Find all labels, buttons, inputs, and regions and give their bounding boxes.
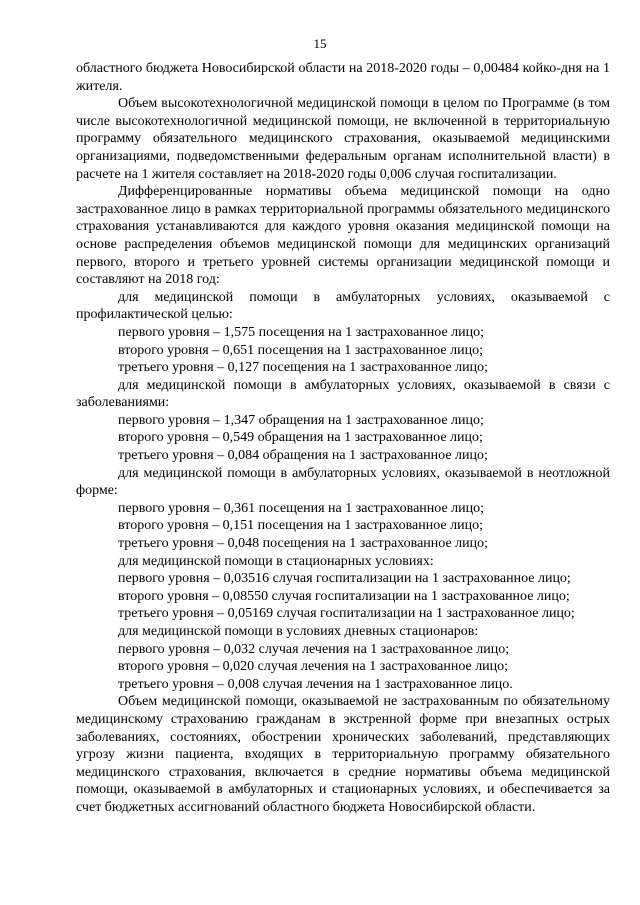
heading-outpatient-urgent: для медицинской помощи в амбулаторных условиях, оказываемой в неотложной форме:	[76, 465, 610, 499]
paragraph-high-tech-care: Объем высокотехнологичной медицинской помощи в целом по Программе (в том числе высокотехнологичной медицинской помощи, не включенной в территориальную программу обязательного медицинского страхования, оказываемой медицинскими организациями, подведомственными федеральным органам исполнительной власти) в расчете на 1 жителя составляет на 2018-2020 годы 0,006 случая госпитализации.	[76, 96, 610, 182]
list-item: второго уровня – 0,549 обращения на 1 застрахованное лицо;	[118, 430, 483, 446]
list-item: третьего уровня – 0,008 случая лечения на 1 застрахованное лицо.	[118, 676, 513, 692]
list-item: первого уровня – 1,347 обращения на 1 застрахованное лицо;	[118, 412, 484, 428]
list-item: второго уровня – 0,651 посещения на 1 застрахованное лицо;	[118, 342, 483, 358]
list-item: третьего уровня – 0,127 посещения на 1 застрахованное лицо;	[118, 360, 489, 376]
paragraph-differentiated-norms: Дифференцированные нормативы объема медицинской помощи на одно застрахованное лицо в рамках территориальной программы обязательного медицинского страхования устанавливаются для каждого уровня оказания медицинской помощи на основе распределения объемов медицинской помощи для медицинских организаций первого, второго и третьего уровней системы организации медицинской помощи и составляют на 2018 год:	[76, 184, 610, 288]
list-item: третьего уровня – 0,048 посещения на 1 застрахованное лицо;	[118, 536, 489, 552]
paragraph-uninsured-emergency: Объем медицинской помощи, оказываемой не застрахованным по обязательному медицинскому страхованию гражданам в экстренной форме при внезапных острых заболеваниях, состояниях, обострении хронических заболеваний, представляющих угрозу жизни пациента, входящих в территориальную программу обязательного медицинского страхования, включается в средние нормативы объема медицинской помощи, оказываемой в амбулаторных и стационарных условиях, и обеспечивается за счет бюджетных ассигнований областного бюджета Новосибирской области.	[76, 694, 610, 815]
document-body	[76, 60, 610, 817]
list-item: первого уровня – 0,361 посещения на 1 застрахованное лицо;	[118, 500, 485, 516]
heading-outpatient-preventive: для медицинской помощи в амбулаторных условиях, оказываемой с профилактической целью:	[76, 289, 610, 323]
list-item: первого уровня – 0,032 случая лечения на 1 застрахованное лицо;	[118, 641, 510, 657]
page-number: 15	[313, 36, 327, 51]
list-item: третьего уровня – 0,05169 случая госпитализации на 1 застрахованное лицо;	[118, 606, 575, 622]
list-item: второго уровня – 0,151 посещения на 1 застрахованное лицо;	[118, 518, 483, 534]
list-item: второго уровня – 0,020 случая лечения на 1 застрахованное лицо;	[118, 659, 509, 675]
list-item: первого уровня – 1,575 посещения на 1 застрахованное лицо;	[118, 324, 485, 340]
list-item: первого уровня – 0,03516 случая госпитализации на 1 застрахованное лицо;	[118, 571, 571, 587]
paragraph-hospital-norm-end: областного бюджета Новосибирской области на 2018-2020 годы – 0,00484 койко-дня на 1 жителя.	[76, 61, 610, 94]
list-item: второго уровня – 0,08550 случая госпитализации на 1 застрахованное лицо;	[118, 588, 570, 604]
heading-day-hospital: для медицинской помощи в условиях дневных стационаров:	[118, 624, 479, 639]
list-item: третьего уровня – 0,084 обращения на 1 застрахованное лицо;	[118, 448, 488, 464]
heading-outpatient-disease: для медицинской помощи в амбулаторных условиях, оказываемой в связи с заболеваниями:	[76, 377, 610, 411]
heading-inpatient: для медицинской помощи в стационарных условиях:	[118, 553, 434, 569]
